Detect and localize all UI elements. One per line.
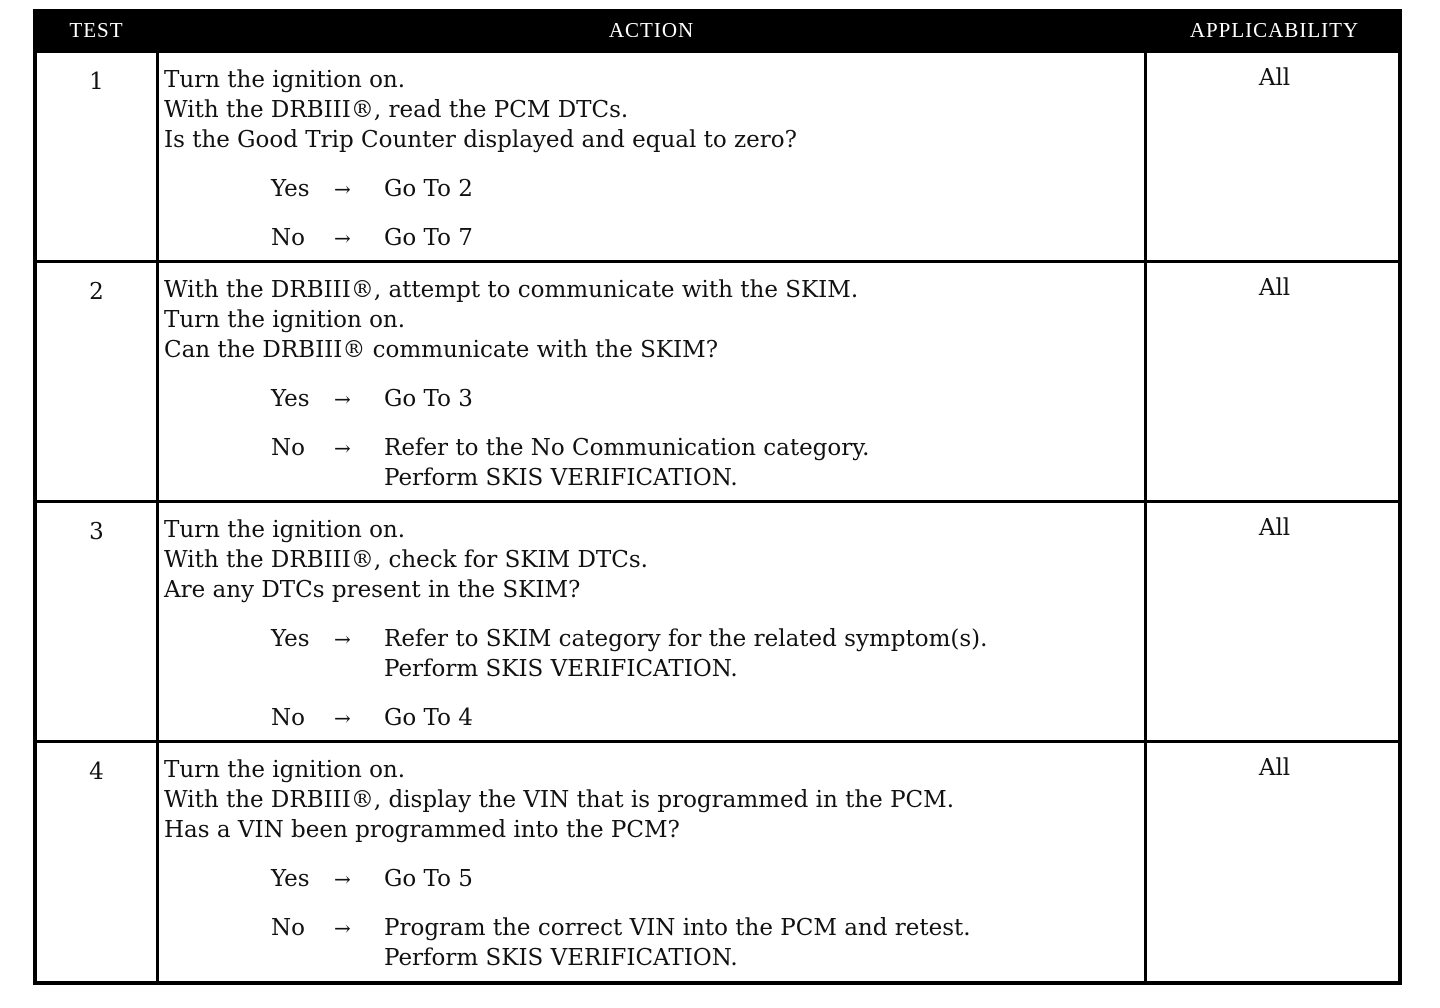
applicability-cell: All: [1258, 275, 1291, 301]
action-line: Is the Good Trip Counter displayed and equal to zero?: [164, 127, 797, 153]
yes-result: Go To 5: [384, 866, 473, 892]
action-cell: [164, 275, 1134, 493]
action-line: Turn the ignition on.: [164, 517, 406, 543]
no-result: Go To 7: [384, 225, 473, 251]
test-number: 4: [89, 759, 104, 785]
yes-label: Yes: [271, 626, 310, 652]
action-line: Has a VIN been programmed into the PCM?: [164, 817, 680, 843]
arrow-icon: →: [334, 436, 351, 460]
yes-answer: [164, 624, 1134, 684]
no-result: Program the correct VIN into the PCM and retest. Perform SKIS VERIFICATION.: [384, 915, 971, 971]
yes-label: Yes: [271, 866, 310, 892]
action-line: With the DRBIII®, display the VIN that is programmed in the PCM.: [164, 787, 955, 813]
test-number: 1: [89, 69, 104, 95]
arrow-icon: →: [334, 387, 351, 411]
test-number: 2: [89, 279, 104, 305]
arrow-icon: →: [334, 177, 351, 201]
no-label: No: [271, 915, 305, 941]
action-line: Turn the ignition on.: [164, 307, 406, 333]
no-result: Go To 4: [384, 705, 473, 731]
no-label: No: [271, 225, 305, 251]
no-answer: [164, 703, 1134, 733]
arrow-icon: →: [334, 867, 351, 891]
no-answer: [164, 223, 1134, 253]
yes-label: Yes: [271, 176, 310, 202]
no-answer: [164, 433, 1134, 493]
yes-result: Go To 2: [384, 176, 473, 202]
action-cell: [164, 755, 1134, 973]
test-number: 3: [89, 519, 104, 545]
action-line: With the DRBIII®, read the PCM DTCs.: [164, 97, 629, 123]
yes-result: Refer to SKIM category for the related symptom(s). Perform SKIS VERIFICATION.: [384, 626, 988, 682]
applicability-cell: All: [1258, 515, 1291, 541]
header-applicability: APPLICABILITY: [1189, 18, 1360, 42]
no-result: Refer to the No Communication category. Perform SKIS VERIFICATION.: [384, 435, 870, 491]
applicability-cell: All: [1258, 755, 1291, 781]
arrow-icon: →: [334, 627, 351, 651]
yes-result: Go To 3: [384, 386, 473, 412]
applicability-cell: All: [1258, 65, 1291, 91]
table-row: [37, 743, 1402, 981]
yes-label: Yes: [271, 386, 310, 412]
action-cell: [164, 65, 1134, 253]
yes-answer: [164, 174, 1134, 204]
arrow-icon: →: [334, 706, 351, 730]
no-label: No: [271, 705, 305, 731]
yes-answer: [164, 384, 1134, 414]
table-row: [37, 503, 1402, 740]
diagnostic-table: [33, 9, 1402, 985]
header-action: ACTION: [608, 18, 695, 42]
arrow-icon: →: [334, 916, 351, 940]
action-line: Can the DRBIII® communicate with the SKIM?: [164, 337, 719, 363]
no-answer: [164, 913, 1134, 973]
header-test: TEST: [69, 18, 124, 42]
no-label: No: [271, 435, 305, 461]
action-line: Are any DTCs present in the SKIM?: [164, 577, 581, 603]
table-header: [37, 9, 1398, 53]
yes-answer: [164, 864, 1134, 894]
action-line: With the DRBIII®, attempt to communicate with the SKIM.: [164, 277, 859, 303]
action-cell: [164, 515, 1134, 733]
action-line: Turn the ignition on.: [164, 67, 406, 93]
arrow-icon: →: [334, 226, 351, 250]
table-row: [37, 53, 1402, 260]
action-line: With the DRBIII®, check for SKIM DTCs.: [164, 547, 648, 573]
table-row: [37, 263, 1402, 500]
action-line: Turn the ignition on.: [164, 757, 406, 783]
